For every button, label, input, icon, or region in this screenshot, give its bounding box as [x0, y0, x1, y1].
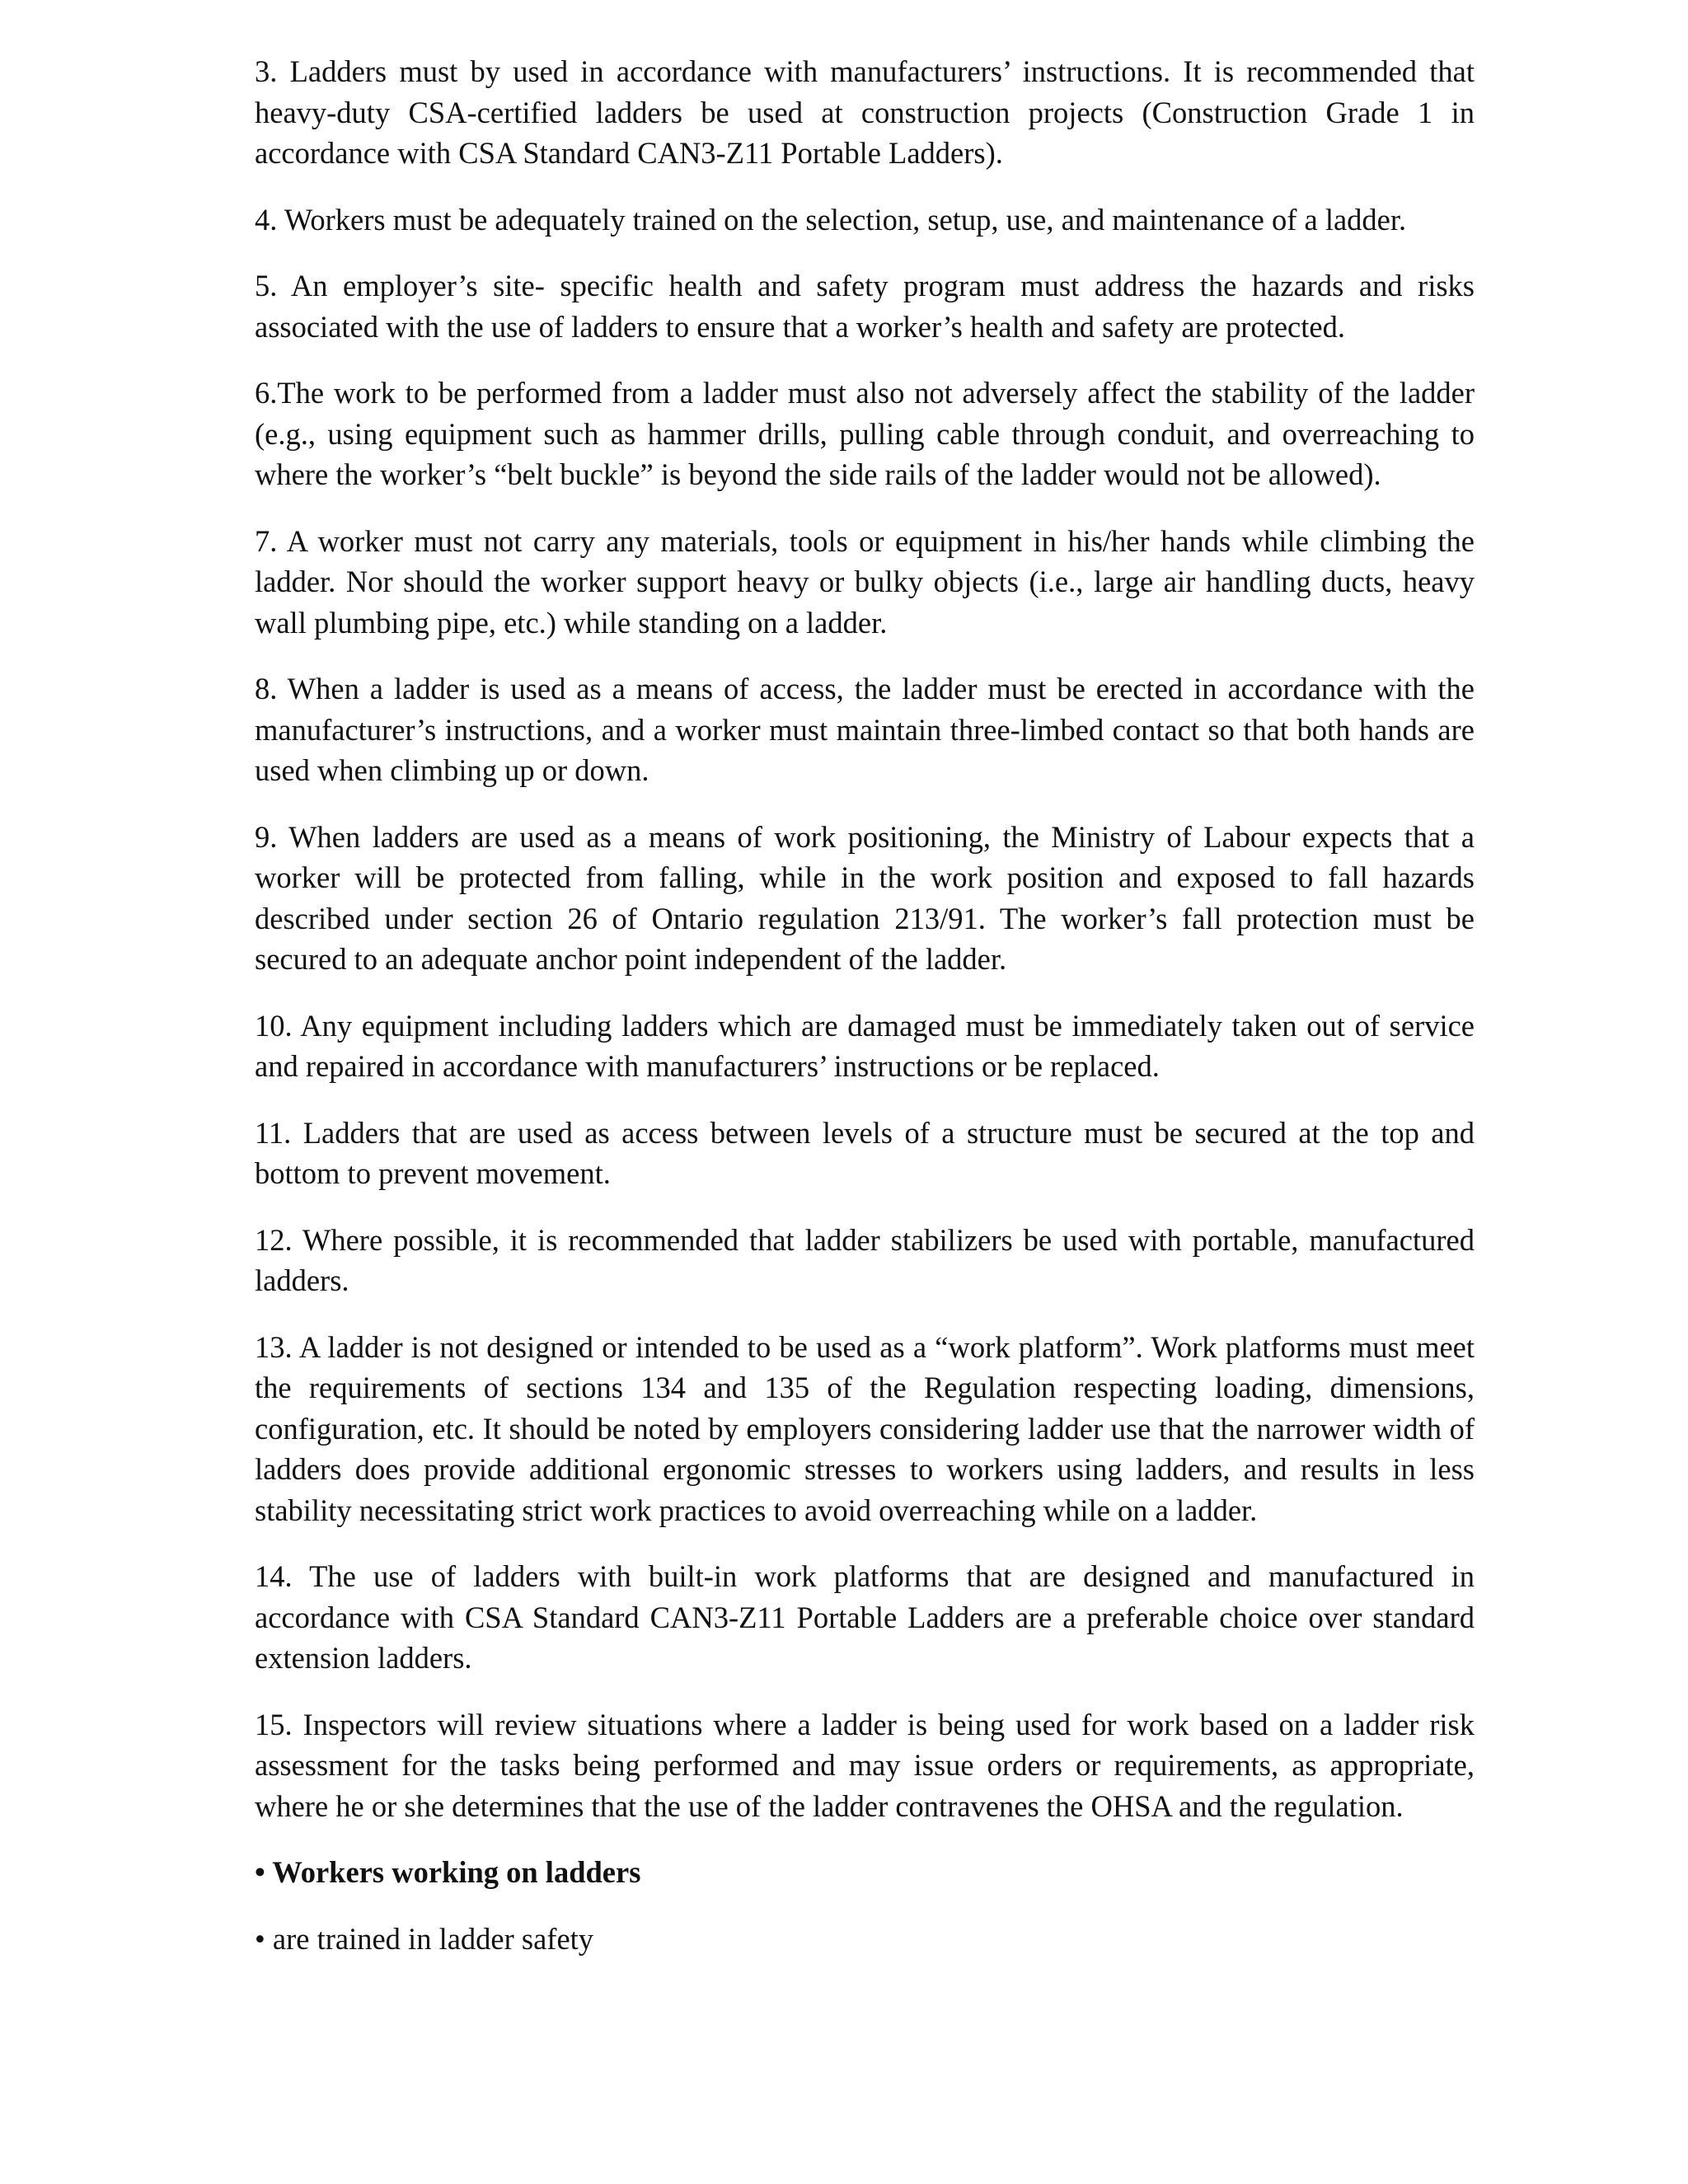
document-body: [255, 51, 1475, 1985]
paragraph-item-5: 5. An employer’s site- specific health and safety program must address the hazards and risks associated with the use of ladders to ensure that a worker’s health and safety are protected.: [255, 269, 1475, 344]
bullet-item-trained-ladder-safety: • are trained in ladder safety: [255, 1921, 594, 1956]
paragraph-item-6: 6.The work to be performed from a ladder must also not adversely affect the stability of the ladder (e.g., using equipment such as hammer drills, pulling cable through conduit, and overreaching to where the worker’s “belt buckle” is beyond the side rails of the ladder would not be allowed).: [255, 376, 1475, 491]
paragraph-item-14: 14. The use of ladders with built-in work platforms that are designed and manufactured in accordance with CSA Standard CAN3-Z11 Portable Ladders are a preferable choice over standard extension ladders.: [255, 1559, 1475, 1675]
paragraph-item-13: 13. A ladder is not designed or intended to be used as a “work platform”. Work platforms must meet the requirements of sections 134 and 135 of the Regulation respecting loading, dimensions, configuration, etc. It should be noted by employers considering ladder use that the narrower width of ladders does provide additional ergonomic stresses to workers using ladders, and results in less stability necessitating strict work practices to avoid overreaching while on a ladder.: [255, 1329, 1475, 1527]
paragraph-item-10: 10. Any equipment including ladders which are damaged must be immediately taken out of service and repaired in accordance with manufacturers’ instructions or be replaced.: [255, 1008, 1475, 1083]
paragraph-item-4: 4. Workers must be adequately trained on the selection, setup, use, and maintenance of a ladder.: [255, 202, 1407, 237]
paragraph-item-11: 11. Ladders that are used as access between levels of a structure must be secured at the top and bottom to prevent movement.: [255, 1115, 1475, 1190]
paragraph-item-8: 8. When a ladder is used as a means of access, the ladder must be erected in accordance with the manufacturer’s instructions, and a worker must maintain three-limbed contact so that both hands are used when climbing up or down.: [255, 672, 1475, 787]
paragraph-item-15: 15. Inspectors will review situations where a ladder is being used for work based on a ladder risk assessment for the tasks being performed and may issue orders or requirements, as appropriate, where he or she determines that the use of the ladder contravenes the OHSA and the regulation.: [255, 1707, 1475, 1823]
bullet-heading-workers-on-ladders: • Workers working on ladders: [255, 1855, 641, 1889]
paragraph-item-12: 12. Where possible, it is recommended that ladder stabilizers be used with portable, manufactured ladders.: [255, 1222, 1475, 1297]
paragraph-item-9: 9. When ladders are used as a means of work positioning, the Ministry of Labour expects that a worker will be protected from falling, while in the work position and exposed to fall hazards described under section 26 of Ontario regulation 213/91. The worker’s fall protection must be secured to an adequate anchor point independent of the ladder.: [255, 819, 1475, 976]
paragraph-item-3: 3. Ladders must by used in accordance with manufacturers’ instructions. It is recommended that heavy-duty CSA-certified ladders be used at construction projects (Construction Grade 1 in accordance with CSA Standard CAN3-Z11 Portable Ladders).: [255, 54, 1475, 170]
paragraph-item-7: 7. A worker must not carry any materials, tools or equipment in his/her hands while climbing the ladder. Nor should the worker support heavy or bulky objects (i.e., large air handling ducts, heavy wall plumbing pipe, etc.) while standing on a ladder.: [255, 523, 1475, 640]
